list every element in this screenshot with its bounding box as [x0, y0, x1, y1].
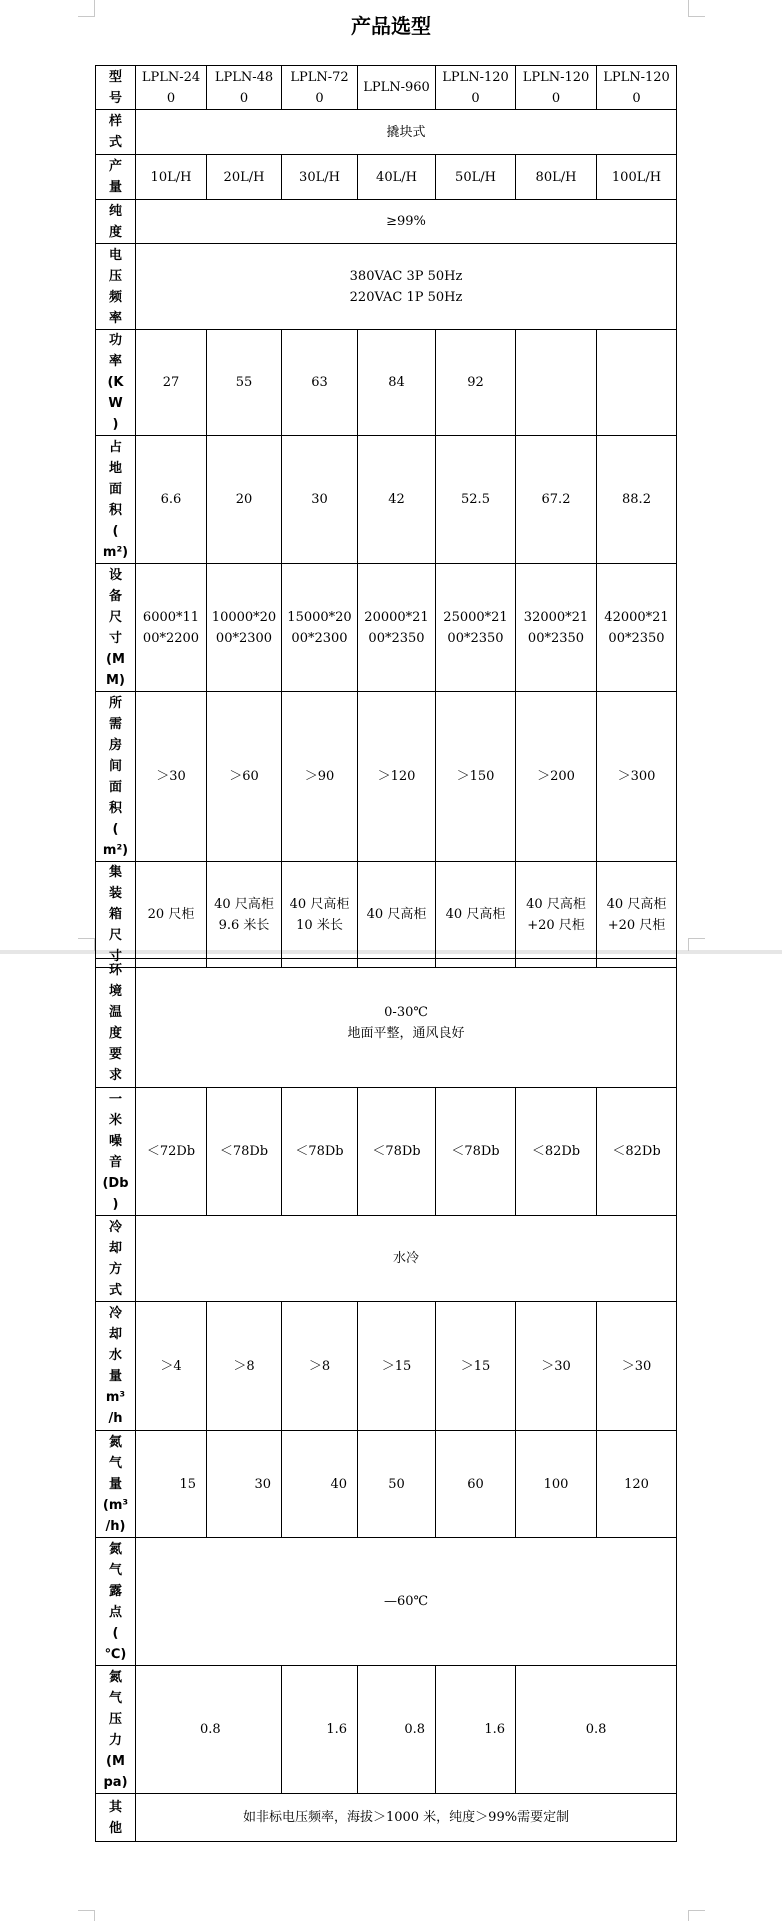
output-cell: 80L/H [516, 155, 597, 200]
power-cell [516, 330, 597, 436]
model-cell: LPLN-72 0 [282, 66, 358, 110]
table-row-voltage [96, 244, 677, 330]
container-cell: 40 尺高柜 9.6 米长 [207, 862, 282, 968]
room-cell: ＞120 [358, 692, 436, 862]
room-cell: ＞150 [436, 692, 516, 862]
table-row-output [96, 155, 677, 200]
noise-cell: ＜78Db [207, 1088, 282, 1216]
row-label-model: 型 号 [96, 66, 136, 110]
crop-mark [688, 1910, 705, 1921]
table-row-pressure [96, 1666, 677, 1794]
model-cell: LPLN-24 0 [136, 66, 207, 110]
row-label-noise: 一 米 噪 音 (Db ) [96, 1088, 136, 1216]
area-cell: 6.6 [136, 436, 207, 564]
row-label-env: 环 境 温 度 要 求 [96, 959, 136, 1088]
output-cell: 40L/H [358, 155, 436, 200]
table-row-noise [96, 1088, 677, 1216]
water-cell: ＞30 [597, 1302, 677, 1431]
power-cell: 27 [136, 330, 207, 436]
table-row-style [96, 110, 677, 155]
noise-cell: ＜78Db [436, 1088, 516, 1216]
row-label-area: 占 地 面 积 ( m²) [96, 436, 136, 564]
area-cell: 30 [282, 436, 358, 564]
other-value: 如非标电压频率，海拔＞1000 米，纯度＞99%需要定制 [136, 1794, 677, 1842]
voltage-value: 380VAC 3P 50Hz 220VAC 1P 50Hz [136, 244, 677, 330]
table-row-model [96, 66, 677, 110]
pressure-cell: 0.8 [516, 1666, 677, 1794]
power-cell: 63 [282, 330, 358, 436]
row-label-pressure: 氮 气 压 力 (M pa) [96, 1666, 136, 1794]
row-label-output: 产 量 [96, 155, 136, 200]
table-row-area [96, 436, 677, 564]
room-cell: ＞30 [136, 692, 207, 862]
room-cell: ＞60 [207, 692, 282, 862]
row-label-nitrogen: 氮 气 量 (m³ /h) [96, 1431, 136, 1538]
area-cell: 52.5 [436, 436, 516, 564]
water-cell: ＞4 [136, 1302, 207, 1431]
container-cell: 40 尺高柜 10 米长 [282, 862, 358, 968]
output-cell: 10L/H [136, 155, 207, 200]
nitrogen-cell: 40 [282, 1431, 358, 1538]
noise-cell: ＜78Db [358, 1088, 436, 1216]
pressure-cell: 1.6 [282, 1666, 358, 1794]
table-row-env [96, 959, 677, 1088]
model-cell: LPLN-960 [358, 66, 436, 110]
water-cell: ＞8 [282, 1302, 358, 1431]
env-value: 0-30℃ 地面平整，通风良好 [136, 959, 677, 1088]
area-cell: 67.2 [516, 436, 597, 564]
noise-cell: ＜78Db [282, 1088, 358, 1216]
nitrogen-cell: 30 [207, 1431, 282, 1538]
power-cell [597, 330, 677, 436]
size-cell: 25000*21 00*2350 [436, 564, 516, 692]
power-cell: 84 [358, 330, 436, 436]
nitrogen-cell: 60 [436, 1431, 516, 1538]
table-row-size [96, 564, 677, 692]
row-label-style: 样 式 [96, 110, 136, 155]
model-cell: LPLN-48 0 [207, 66, 282, 110]
noise-cell: ＜82Db [597, 1088, 677, 1216]
size-cell: 6000*11 00*2200 [136, 564, 207, 692]
area-cell: 42 [358, 436, 436, 564]
spec-table-part-2 [95, 958, 677, 1842]
row-label-room: 所 需 房 间 面 积 ( m²) [96, 692, 136, 862]
row-label-size: 设 备 尺 寸 (M M) [96, 564, 136, 692]
cooling-value: 水冷 [136, 1216, 677, 1302]
water-cell: ＞15 [436, 1302, 516, 1431]
room-cell: ＞200 [516, 692, 597, 862]
dew-value: —60℃ [136, 1538, 677, 1666]
model-cell: LPLN-120 0 [597, 66, 677, 110]
container-cell: 40 尺高柜 [358, 862, 436, 968]
water-cell: ＞30 [516, 1302, 597, 1431]
output-cell: 20L/H [207, 155, 282, 200]
container-cell: 40 尺高柜 +20 尺柜 [597, 862, 677, 968]
table-row-cooling [96, 1216, 677, 1302]
area-cell: 88.2 [597, 436, 677, 564]
row-label-cooling: 冷 却 方 式 [96, 1216, 136, 1302]
model-cell: LPLN-120 0 [516, 66, 597, 110]
crop-mark [688, 938, 705, 951]
size-cell: 10000*20 00*2300 [207, 564, 282, 692]
size-cell: 32000*21 00*2350 [516, 564, 597, 692]
row-label-purity: 纯 度 [96, 200, 136, 244]
row-label-voltage: 电 压 频 率 [96, 244, 136, 330]
power-cell: 55 [207, 330, 282, 436]
row-label-container: 集 装 箱 尺 寸 [96, 862, 136, 968]
crop-mark [78, 938, 95, 951]
nitrogen-cell: 15 [136, 1431, 207, 1538]
table-row-nitrogen [96, 1431, 677, 1538]
row-label-dew: 氮 气 露 点 ( ℃) [96, 1538, 136, 1666]
pressure-cell: 0.8 [136, 1666, 282, 1794]
power-cell: 92 [436, 330, 516, 436]
pressure-cell: 1.6 [436, 1666, 516, 1794]
noise-cell: ＜82Db [516, 1088, 597, 1216]
table-row-power [96, 330, 677, 436]
spec-table-part-1 [95, 65, 677, 968]
table-row-dew [96, 1538, 677, 1666]
room-cell: ＞300 [597, 692, 677, 862]
pressure-cell: 0.8 [358, 1666, 436, 1794]
page-title: 产品选型 [351, 14, 431, 38]
table-row-container [96, 862, 677, 968]
row-label-other: 其 他 [96, 1794, 136, 1842]
output-cell: 100L/H [597, 155, 677, 200]
water-cell: ＞8 [207, 1302, 282, 1431]
noise-cell: ＜72Db [136, 1088, 207, 1216]
table-row-water [96, 1302, 677, 1431]
nitrogen-cell: 50 [358, 1431, 436, 1538]
water-cell: ＞15 [358, 1302, 436, 1431]
output-cell: 30L/H [282, 155, 358, 200]
size-cell: 15000*20 00*2300 [282, 564, 358, 692]
purity-value: ≥99% [136, 200, 677, 244]
style-value: 撬块式 [136, 110, 677, 155]
container-cell: 40 尺高柜 [436, 862, 516, 968]
output-cell: 50L/H [436, 155, 516, 200]
table-row-room [96, 692, 677, 862]
table-row-purity [96, 200, 677, 244]
room-cell: ＞90 [282, 692, 358, 862]
nitrogen-cell: 120 [597, 1431, 677, 1538]
nitrogen-cell: 100 [516, 1431, 597, 1538]
crop-mark [78, 1910, 95, 1921]
row-label-water: 冷 却 水 量 m³ /h [96, 1302, 136, 1431]
table-row-other [96, 1794, 677, 1842]
container-cell: 40 尺高柜 +20 尺柜 [516, 862, 597, 968]
container-cell: 20 尺柜 [136, 862, 207, 968]
row-label-power: 功 率 (KW ) [96, 330, 136, 436]
size-cell: 20000*21 00*2350 [358, 564, 436, 692]
size-cell: 42000*21 00*2350 [597, 564, 677, 692]
area-cell: 20 [207, 436, 282, 564]
model-cell: LPLN-120 0 [436, 66, 516, 110]
